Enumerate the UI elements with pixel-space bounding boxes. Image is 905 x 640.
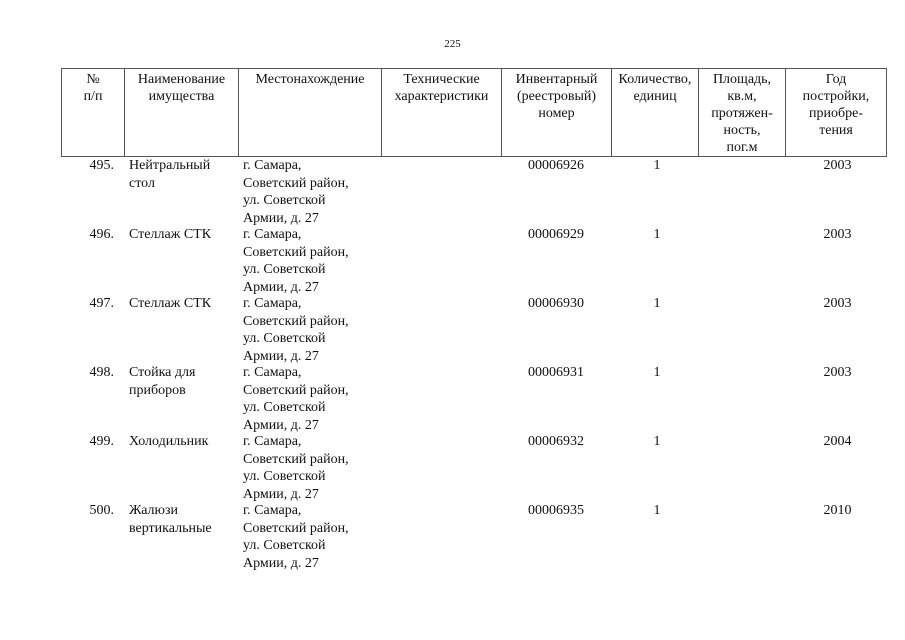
column-header-line: имущества [148,89,215,104]
item-quantity: 1 [653,365,661,380]
item-location-line: Советский район, [243,313,349,329]
item-location [243,433,383,503]
item-location-line: Советский район, [243,520,349,536]
column-header-line: Площадь, [712,72,772,87]
column-header-line: Наименование [137,72,226,87]
item-location-line: Советский район, [243,244,349,260]
column-header-area [699,69,786,157]
item-name-line: Холодильник [129,434,209,449]
inventory-number: 00006932 [528,434,584,449]
item-location-line: г. Самара, [243,434,302,449]
table-row [61,502,886,571]
table-body [61,157,886,571]
column-header-line: протяжен- [711,106,773,121]
inventory-number: 00006935 [528,503,584,518]
column-header-line: Инвентарный [515,72,598,87]
item-location-line: г. Самара, [243,503,302,518]
item-location [243,226,383,296]
item-location-line: ул. Советской [243,331,326,346]
item-location-line: Армии, д. 27 [243,486,319,502]
column-header-line: ность, [723,123,761,138]
column-header-line: № [86,72,100,87]
item-year: 2003 [823,365,852,380]
column-header-line: постройки, [802,89,870,104]
item-location-line: ул. Советской [243,262,326,277]
column-header-line: единиц [633,89,677,104]
item-name-line: приборов [129,382,186,398]
row-number: 497. [89,296,114,311]
column-header-location [239,69,382,157]
item-location-line: ул. Советской [243,400,326,415]
item-location [243,364,383,434]
table-row [61,226,886,295]
item-year: 2003 [823,296,852,311]
item-year: 2003 [823,158,852,173]
item-location-line: Армии, д. 27 [243,210,319,226]
column-header-line: тения [819,123,853,138]
item-year: 2003 [823,227,852,242]
item-quantity: 1 [653,227,661,242]
row-number: 495. [89,158,114,173]
item-location [243,502,383,572]
item-location-line: Армии, д. 27 [243,555,319,571]
item-name [129,295,239,313]
item-location-line: г. Самара, [243,158,302,173]
item-year: 2004 [823,434,852,449]
column-header-number [62,69,125,157]
row-number: 499. [89,434,114,449]
item-location-line: ул. Советской [243,469,326,484]
item-location-line: ул. Советской [243,538,326,553]
column-header-line: Технические [403,72,480,87]
item-location-line: Советский район, [243,175,349,191]
item-location-line: Советский район, [243,451,349,467]
item-location-line: г. Самара, [243,296,302,311]
item-name [129,433,239,451]
column-header-line: Местонахождение [255,72,365,87]
item-name-line: Стойка для [129,365,196,380]
column-header-line: Количество, [618,72,692,87]
column-header-line: номер [538,106,575,121]
item-location-line: Армии, д. 27 [243,417,319,433]
column-header-line: пог.м [726,140,758,155]
inventory-number: 00006926 [528,158,584,173]
column-header-line: кв.м, [727,89,757,104]
item-name [129,364,239,399]
item-name [129,226,239,244]
item-name [129,157,239,192]
page-number: 225 [444,38,461,50]
item-name [129,502,239,537]
row-number: 500. [89,503,114,518]
column-header-line: приобре- [809,106,863,121]
table-row [61,433,886,502]
row-number: 496. [89,227,114,242]
item-location-line: г. Самара, [243,365,302,380]
table-header [61,68,887,157]
row-number: 498. [89,365,114,380]
item-name-line: вертикальные [129,520,212,536]
item-location-line: Армии, д. 27 [243,279,319,295]
inventory-number: 00006931 [528,365,584,380]
item-quantity: 1 [653,158,661,173]
item-quantity: 1 [653,434,661,449]
item-location [243,157,383,227]
item-location [243,295,383,365]
column-header-line: характеристики [394,89,489,104]
table-row [61,157,886,226]
item-quantity: 1 [653,503,661,518]
column-header-line: (реестровый) [516,89,597,104]
item-location-line: г. Самара, [243,227,302,242]
item-quantity: 1 [653,296,661,311]
column-header-quantity [612,69,699,157]
item-name-line: Нейтральный [129,158,211,173]
column-header-line: Год [825,72,847,87]
item-location-line: ул. Советской [243,193,326,208]
item-location-line: Советский район, [243,382,349,398]
column-header-inventory [502,69,612,157]
column-header-line: п/п [83,89,103,104]
header-row [62,69,887,157]
item-name-line: Жалюзи [129,503,178,518]
column-header-name [125,69,239,157]
column-header-year [786,69,887,157]
item-name-line: Стеллаж СТК [129,227,212,242]
inventory-number: 00006929 [528,227,584,242]
item-name-line: Стеллаж СТК [129,296,212,311]
table-row [61,295,886,364]
table-row [61,364,886,433]
item-location-line: Армии, д. 27 [243,348,319,364]
inventory-number: 00006930 [528,296,584,311]
item-name-line: стол [129,175,155,191]
column-header-tech [382,69,502,157]
item-year: 2010 [823,503,852,518]
